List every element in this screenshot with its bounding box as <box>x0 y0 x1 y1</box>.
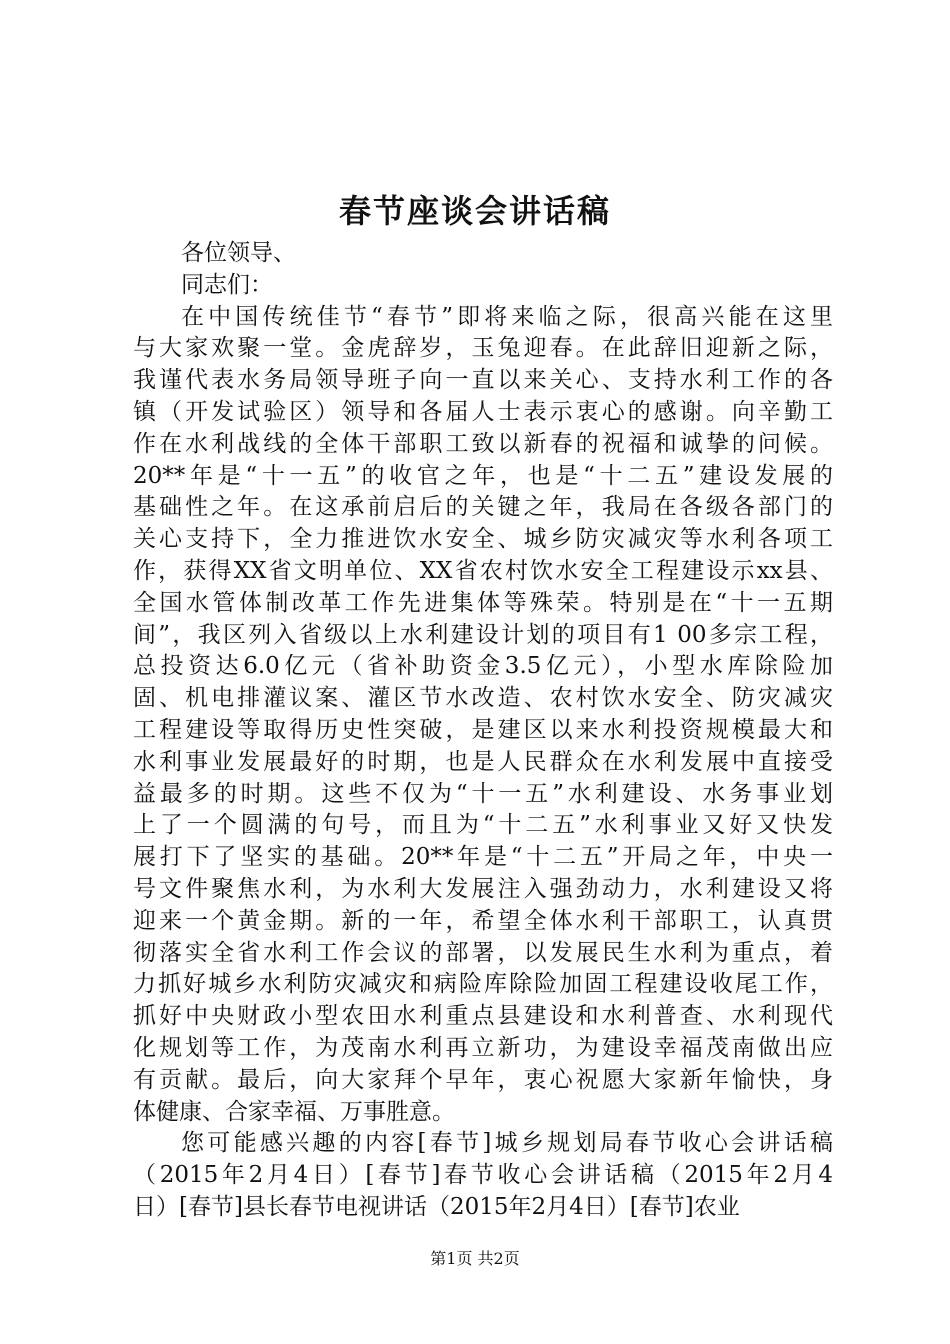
speech-line: 化规划等工作，为茂南水利再立新功，为建设幸福茂南做出应 <box>133 1034 833 1061</box>
document-body <box>133 238 833 1224</box>
speech-line: 水利事业发展最好的时期，也是人民群众在水利发展中直接受 <box>133 748 833 775</box>
speech-line: 上了一个圆满的句号，而且为“十二五”水利事业又好又快发 <box>133 812 833 839</box>
salutation-leaders: 各位领导、 <box>181 240 296 266</box>
speech-line: 总投资达6.0亿元（省补助资金3.5亿元），小型水库除险加 <box>133 653 833 680</box>
salutation-comrades: 同志们： <box>181 271 273 298</box>
speech-line: 基础性之年。在这承前启后的关键之年，我局在各级各部门的 <box>133 494 833 521</box>
speech-line: 作，获得XX省文明单位、XX省农村饮水安全工程建设示xx县、 <box>133 557 833 584</box>
speech-line: 工程建设等取得历史性突破，是建区以来水利投资规模最大和 <box>133 716 833 743</box>
speech-line: 有贡献。最后，向大家拜个早年，衷心祝愿大家新年愉快，身 <box>133 1066 833 1093</box>
speech-line: 间”，我区列入省级以上水利建设计划的项目有1 00多宗工程， <box>133 621 833 648</box>
speech-line: 彻落实全省水利工作会议的部署，以发展民生水利为重点，着 <box>133 939 833 966</box>
related-content-line: （2015年2月4日）[春节]春节收心会讲话稿（2015年2月4 <box>133 1162 833 1189</box>
speech-line: 益最多的时期。这些不仅为“十一五”水利建设、水务事业划 <box>133 780 833 807</box>
speech-line: 力抓好城乡水利防灾减灾和病险库除险加固工程建设收尾工作， <box>133 971 833 998</box>
speech-line: 关心支持下，全力推进饮水安全、城乡防灾减灾等水利各项工 <box>133 526 833 553</box>
speech-line: 全国水管体制改革工作先进集体等殊荣。特别是在“十一五期 <box>133 589 833 616</box>
speech-line: 20**年是“十一五”的收官之年，也是“十二五”建设发展的 <box>133 462 833 489</box>
page-footer: 第1页 共2页 <box>430 1249 520 1268</box>
speech-line: 与大家欢聚一堂。金虎辞岁，玉兔迎春。在此辞旧迎新之际， <box>133 335 833 362</box>
document-title: 春节座谈会讲话稿 <box>338 192 611 230</box>
speech-line: 作在水利战线的全体干部职工致以新春的祝福和诚挚的问候。 <box>133 430 833 457</box>
speech-line: 展打下了坚实的基础。20**年是“十二五”开局之年，中央一 <box>133 844 833 871</box>
speech-line: 镇（开发试验区）领导和各届人士表示衷心的感谢。向辛勤工 <box>133 398 833 425</box>
speech-line: 在中国传统佳节“春节”即将来临之际，很高兴能在这里 <box>181 303 833 330</box>
speech-line: 体健康、合家幸福、万事胜意。 <box>133 1098 455 1125</box>
related-content-line: 您可能感兴趣的内容[春节]城乡规划局春节收心会讲话稿 <box>181 1130 833 1157</box>
speech-line: 抓好中央财政小型农田水利重点县建设和水利普查、水利现代 <box>133 1003 833 1030</box>
related-content-line: 日）[春节]县长春节电视讲话（2015年2月4日）[春节]农业 <box>133 1193 740 1220</box>
speech-line: 我谨代表水务局领导班子向一直以来关心、支持水利工作的各 <box>133 367 833 394</box>
speech-paragraph <box>133 302 833 1129</box>
speech-line: 迎来一个黄金期。新的一年，希望全体水利干部职工，认真贯 <box>133 907 833 934</box>
related-content-paragraph <box>133 1128 833 1223</box>
speech-line: 号文件聚焦水利，为水利大发展注入强劲动力，水利建设又将 <box>133 875 833 902</box>
speech-line: 固、机电排灌议案、灌区节水改造、农村饮水安全、防灾减灾 <box>133 685 833 712</box>
